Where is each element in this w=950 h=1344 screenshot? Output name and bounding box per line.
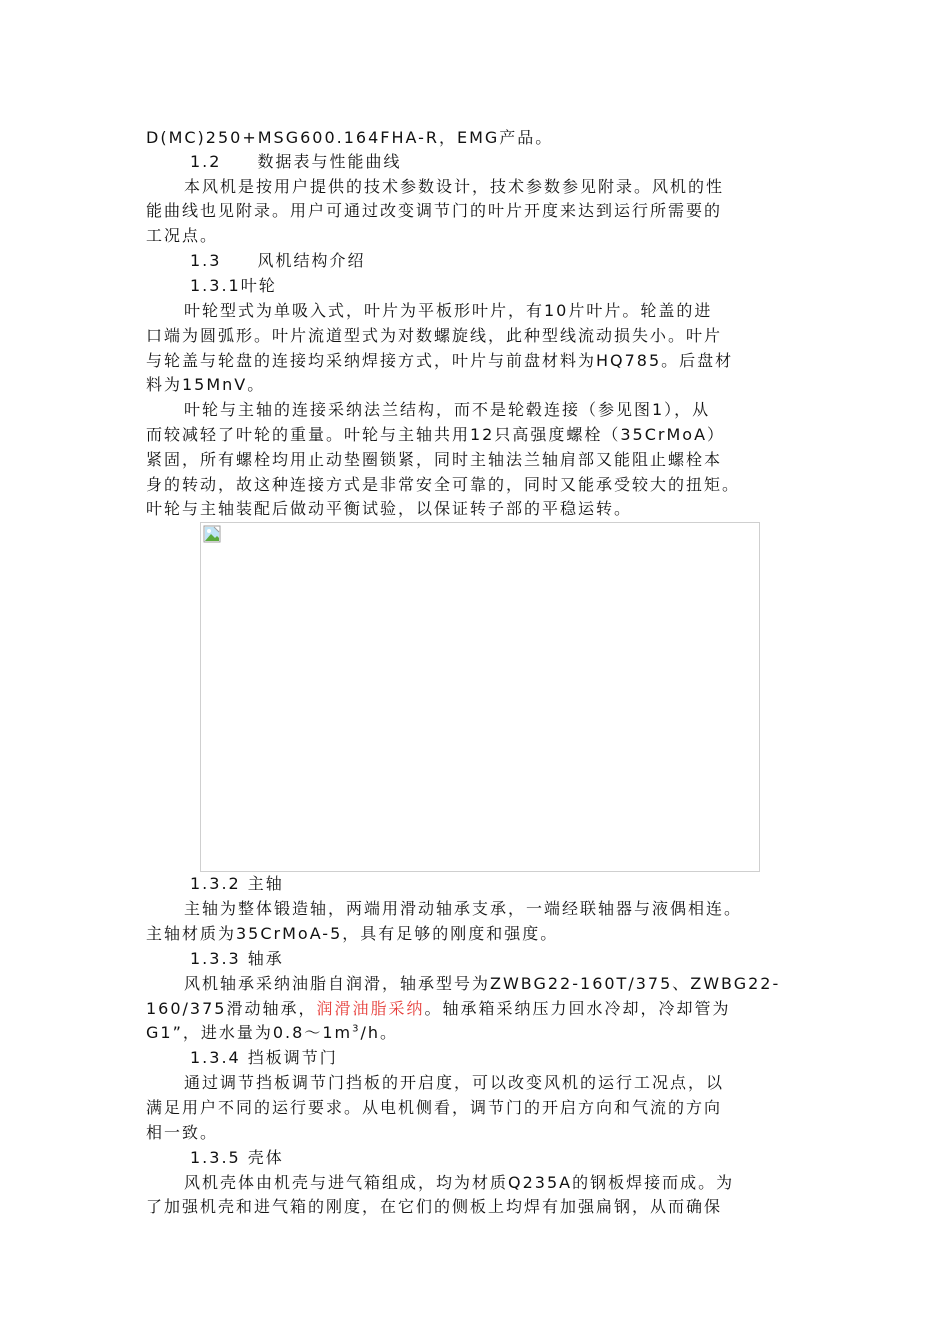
- text-segment: 。轴承箱采纳压力回水冷却，冷却管为: [424, 999, 731, 1018]
- text-line: 能曲线也见附录。用户可通过改变调节门的叶片开度来达到运行所需要的: [146, 201, 723, 220]
- subsection-heading: 1.3.5 壳体: [190, 1148, 284, 1167]
- highlighted-text: 润滑油脂采纳: [316, 999, 425, 1018]
- section-heading: 1.2 数据表与性能曲线: [190, 152, 402, 171]
- text-line: 口端为圆弧形。叶片流道型式为对数螺旋线，此种型线流动损失小。叶片: [146, 326, 723, 345]
- text-line: 叶轮型式为单吸入式，叶片为平板形叶片，有10片叶片。轮盖的进: [184, 301, 713, 320]
- text-segment: G1”，进水量为0.8～1m: [146, 1023, 353, 1042]
- text-segment: 160/375滑动轴承，: [146, 999, 317, 1018]
- text-line: 风机壳体由机壳与进气箱组成，均为材质Q235A的钢板焊接而成。为: [184, 1173, 735, 1192]
- text-line: 主轴材质为35CrMoA-5，具有足够的刚度和强度。: [146, 924, 559, 943]
- text-line: 料为15MnV。: [146, 375, 266, 394]
- section-heading: 1.3 风机结构介绍: [190, 251, 366, 270]
- text-line: 而较减轻了叶轮的重量。叶轮与主轴共用12只高强度螺栓（35CrMoA）: [146, 425, 726, 444]
- subsection-heading: 1.3.2 主轴: [190, 874, 284, 893]
- text-line: 本风机是按用户提供的技术参数设计，技术参数参见附录。风机的性: [184, 177, 725, 196]
- text-line-with-highlight: [146, 999, 810, 1019]
- subsection-heading: 1.3.1叶轮: [190, 276, 277, 295]
- text-line-with-superscript: [146, 1023, 810, 1043]
- text-line: 风机轴承采纳油脂自润滑，轴承型号为ZWBG22-160T/375、ZWBG22-: [184, 974, 781, 993]
- subsection-heading: 1.3.4 挡板调节门: [190, 1048, 338, 1067]
- text-line: 满足用户不同的运行要求。从电机侧看，调节门的开启方向和气流的方向: [146, 1098, 723, 1117]
- text-line: 与轮盖与轮盘的连接均采纳焊接方式，叶片与前盘材料为HQ785。后盘材: [146, 351, 734, 370]
- text-line: 相一致。: [146, 1123, 219, 1142]
- text-line: 主轴为整体锻造轴，两端用滑动轴承支承，一端经联轴器与液偶相连。: [184, 899, 743, 918]
- superscript: 3: [352, 1023, 361, 1035]
- broken-image-icon: [203, 525, 221, 543]
- text-line: 通过调节挡板调节门挡板的开启度，可以改变风机的运行工况点，以: [184, 1073, 725, 1092]
- text-line: 叶轮与主轴的连接采纳法兰结构，而不是轮毂连接（参见图1），从: [184, 400, 711, 419]
- text-line: 身的转动，故这种连接方式是非常安全可靠的，同时又能承受较大的扭矩。: [146, 475, 741, 494]
- text-line: 紧固，所有螺栓均用止动垫圈锁紧，同时主轴法兰轴肩部又能阻止螺栓本: [146, 450, 723, 469]
- figure-image-placeholder: [200, 522, 760, 872]
- text-line: 了加强机壳和进气箱的刚度，在它们的侧板上均焊有加强扁钢，从而确保: [146, 1197, 723, 1216]
- subsection-heading: 1.3.3 轴承: [190, 949, 284, 968]
- text-line: 工况点。: [146, 226, 219, 245]
- text-line: 叶轮与主轴装配后做动平衡试验，以保证转子部的平稳运转。: [146, 499, 633, 518]
- text-segment: /h。: [360, 1023, 399, 1042]
- text-line: D(MC)250+MSG600.164FHA-R，EMG产品。: [146, 128, 554, 147]
